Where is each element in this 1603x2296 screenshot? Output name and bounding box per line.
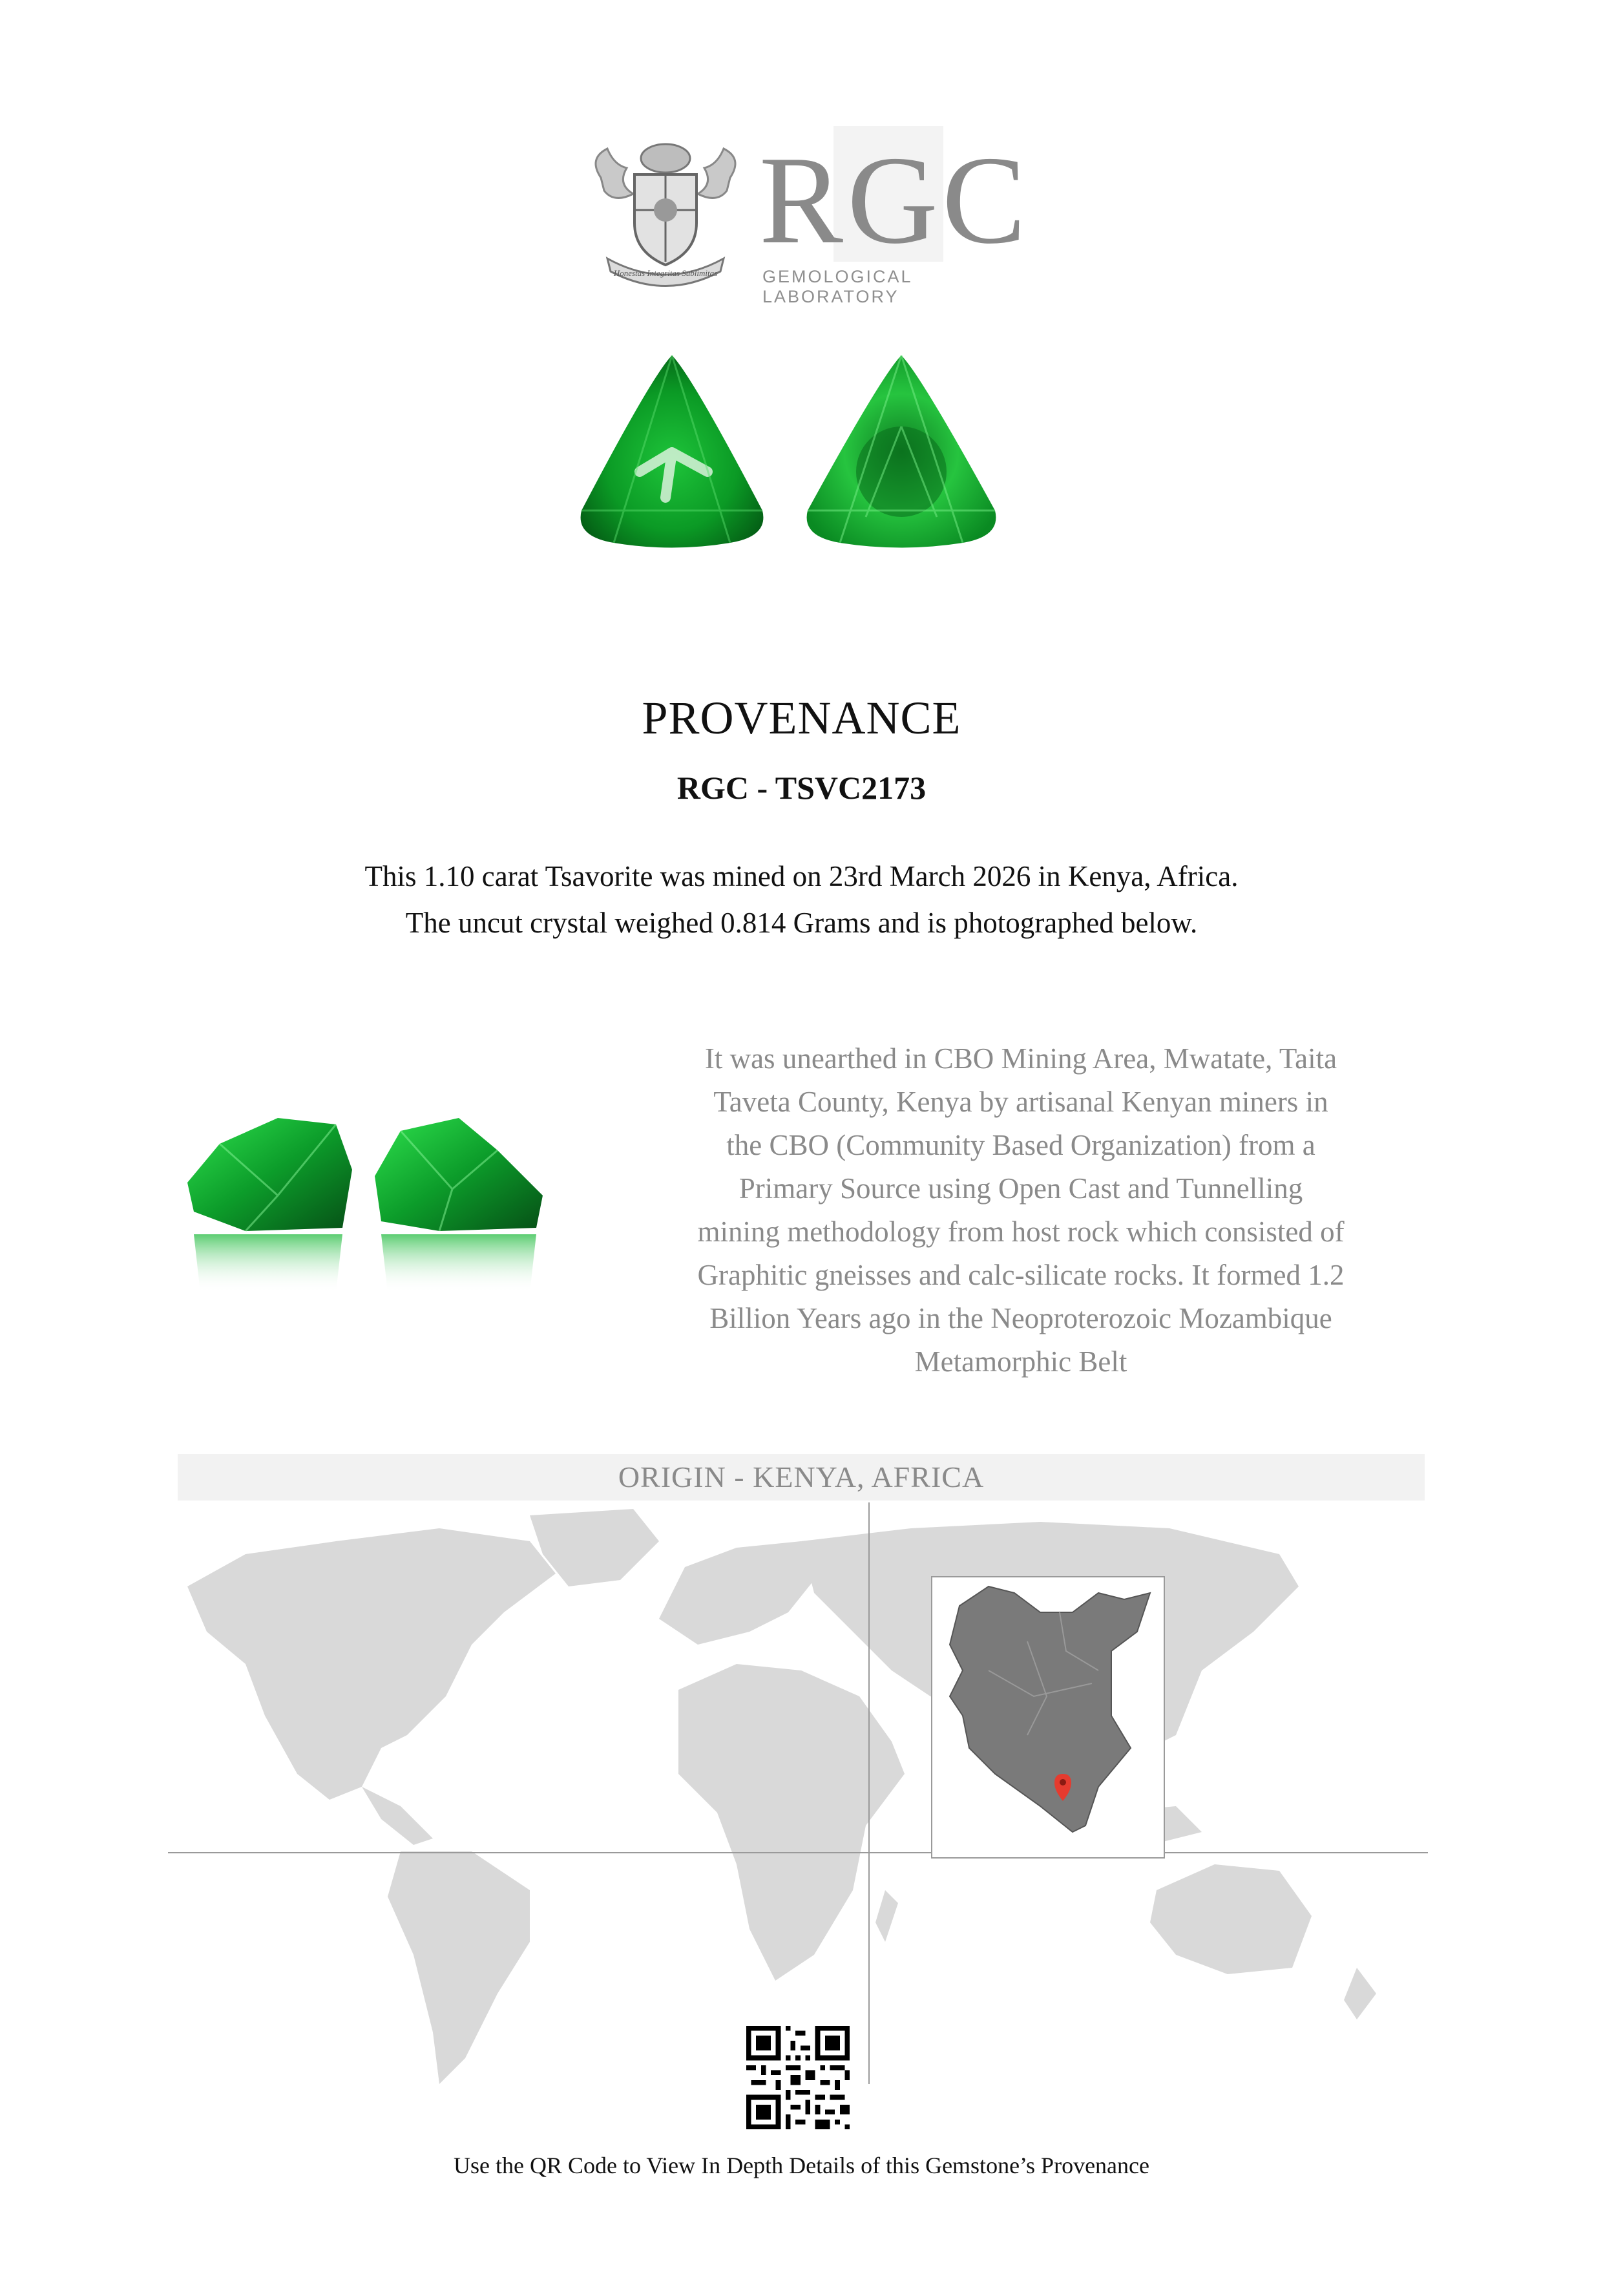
description-line: Metamorphic Belt	[914, 1345, 1127, 1378]
qr-code[interactable]	[746, 2026, 850, 2129]
description-line: Graphitic gneisses and calc-silicate rocks. It formed 1.2	[697, 1259, 1345, 1291]
rgc-logo	[588, 126, 1030, 306]
rough-crystal-image	[181, 1099, 549, 1305]
intro-line: The uncut crystal weighed 0.814 Grams and is photographed below.	[405, 907, 1198, 939]
map-africa	[678, 1664, 905, 1981]
description-line: It was unearthed in CBO Mining Area, Mwatate, Taita	[704, 1042, 1337, 1075]
logo-brand-text: RGC	[759, 131, 1030, 270]
qr-caption: Use the QR Code to View In Depth Details of this Gemstone’s Provenance	[454, 2153, 1149, 2178]
description-line: mining methodology from host rock which consisted of	[697, 1216, 1345, 1248]
map-europe	[659, 1541, 814, 1645]
description-line: the CBO (Community Based Organization) from a	[726, 1129, 1315, 1161]
logo-subtitle: GEMOLOGICAL LABORATORY	[762, 267, 912, 306]
description-line: Billion Years ago in the Neoproterozoic Mozambique	[709, 1302, 1332, 1334]
crest-icon	[588, 139, 743, 288]
description-line: Taveta County, Kenya by artisanal Kenyan miners in	[713, 1086, 1328, 1118]
description-line: Primary Source using Open Cast and Tunnelling	[739, 1172, 1303, 1205]
report-id: RGC - TSVC2173	[676, 770, 927, 806]
origin-label: ORIGIN - KENYA, AFRICA	[178, 1454, 1425, 1501]
map-north-america	[187, 1528, 556, 1800]
map-south-america	[388, 1851, 530, 2084]
intro-paragraph	[0, 853, 1603, 946]
svg-text:Honestas Integritas Sublimitas: Honestas Integritas Sublimitas	[613, 268, 718, 278]
intro-line: This 1.10 carat Tsavorite was mined on 23rd March 2026 in Kenya, Africa.	[364, 860, 1239, 892]
provenance-description	[649, 1037, 1392, 1384]
cut-gemstones-image	[569, 349, 1021, 562]
page-title: PROVENANCE	[642, 692, 961, 744]
world-map	[168, 1502, 1434, 2097]
map-australia	[1150, 1864, 1312, 1974]
